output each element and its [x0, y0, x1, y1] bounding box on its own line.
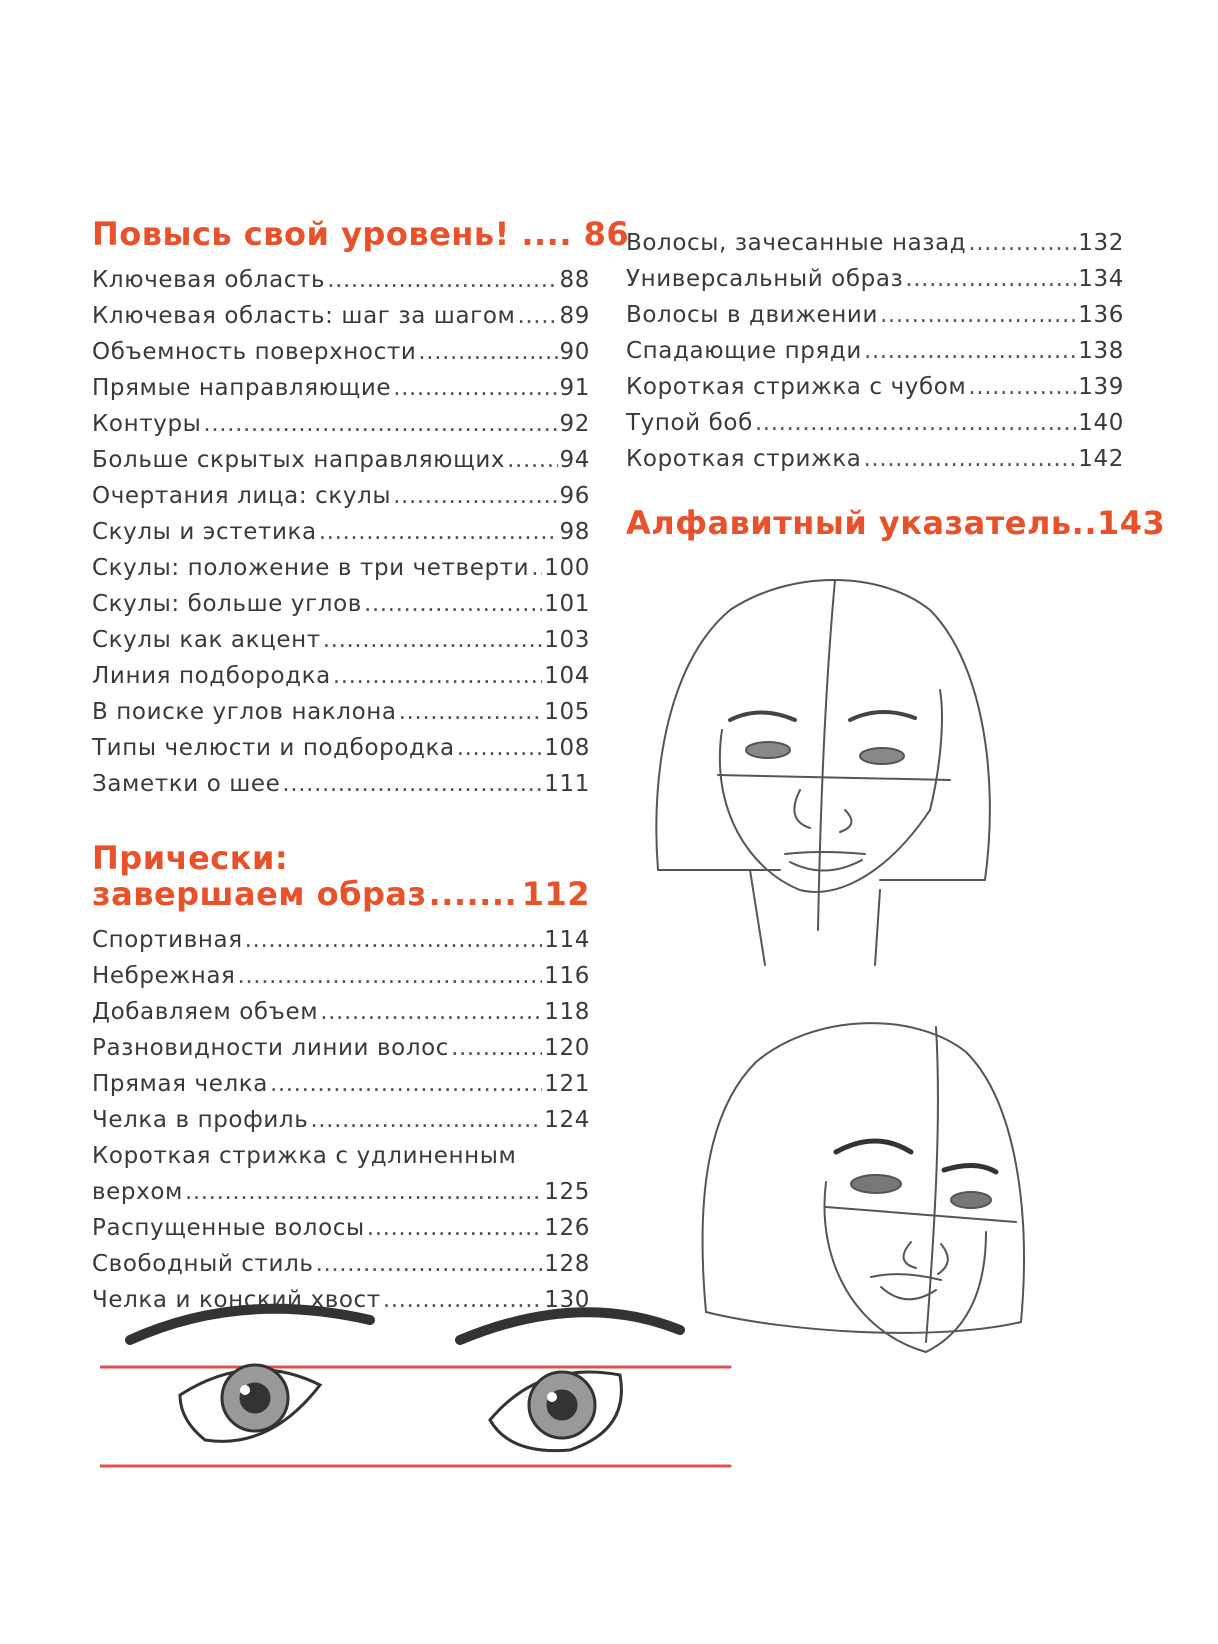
- toc-entry-page: 104: [544, 663, 590, 689]
- toc-list-section-2: [92, 922, 590, 1318]
- toc-entry-label: Типы челюсти и подбородка: [92, 735, 455, 761]
- section-title-line1: Прически:: [92, 839, 289, 877]
- hair-outline: [703, 1023, 1024, 1322]
- toc-entry-label: Тупой боб: [626, 410, 753, 436]
- toc-entry[interactable]: [626, 261, 1124, 297]
- toc-entry-page: 124: [544, 1107, 590, 1133]
- leader-dots: [399, 694, 543, 730]
- section-title-line2: завершаем образ: [92, 875, 427, 913]
- leader-dots: [755, 405, 1076, 441]
- toc-entry-page: 98: [559, 519, 590, 545]
- section-title: Алфавитный указатель: [626, 504, 1072, 542]
- leader-dots: [880, 297, 1076, 333]
- eye-left: [746, 742, 790, 758]
- toc-entry-label: Разновидности линии волос: [92, 1035, 450, 1061]
- toc-entry-label: Скулы и эстетика: [92, 519, 317, 545]
- toc-entry-label: Объемность поверхности: [92, 339, 417, 365]
- toc-right-column: [626, 225, 1166, 551]
- leader-dots: [429, 876, 520, 912]
- toc-entry-page: 136: [1078, 302, 1124, 328]
- toc-entry[interactable]: [92, 334, 590, 370]
- leader-dots: [451, 1030, 542, 1066]
- section-title: Повысь свой уровень!: [92, 215, 510, 253]
- face-front-sketch: [640, 570, 1020, 970]
- leader-dots: [531, 550, 542, 586]
- toc-entry-page: 140: [1078, 410, 1124, 436]
- toc-entry-label: Челка и конский хвост: [92, 1287, 381, 1313]
- leader-dots: [319, 514, 558, 550]
- toc-entry-page: 126: [544, 1215, 590, 1241]
- toc-entry-label: Небрежная: [92, 963, 236, 989]
- toc-entry-label: Волосы, зачесанные назад: [626, 230, 967, 256]
- toc-entry[interactable]: [92, 1246, 590, 1282]
- section-heading-hairstyles[interactable]: [92, 840, 590, 912]
- toc-entry-label: Прямые направляющие: [92, 375, 392, 401]
- section-page-number: 143: [1096, 504, 1166, 542]
- toc-entry[interactable]: [92, 550, 590, 586]
- toc-entry-label: Спортивная: [92, 927, 243, 953]
- eye-left: [180, 1365, 320, 1441]
- toc-entry-page: 100: [544, 555, 590, 581]
- toc-entry[interactable]: [92, 1102, 590, 1138]
- eyes-sketch: [100, 1280, 740, 1480]
- toc-entry[interactable]: [92, 730, 590, 766]
- toc-entry-page: 120: [544, 1035, 590, 1061]
- eye-right: [490, 1372, 621, 1451]
- toc-entry-label: Короткая стрижка с чубом: [626, 374, 967, 400]
- leader-dots: [333, 658, 542, 694]
- face-three-quarter-sketch: [686, 1012, 1056, 1372]
- brow-left: [836, 1141, 911, 1152]
- toc-entry-page: 92: [559, 411, 590, 437]
- toc-entry-label: Заметки о шее: [92, 771, 281, 797]
- neck-left: [750, 870, 765, 965]
- toc-entry[interactable]: [626, 297, 1124, 333]
- toc-entry[interactable]: [92, 442, 590, 478]
- toc-entry[interactable]: [626, 369, 1124, 405]
- toc-entry[interactable]: [92, 406, 590, 442]
- toc-entry[interactable]: [92, 586, 590, 622]
- brow-left: [130, 1309, 370, 1340]
- toc-entry-page: 111: [544, 771, 590, 797]
- toc-entry-label: Универсальный образ: [626, 266, 904, 292]
- toc-entry-page: 139: [1078, 374, 1124, 400]
- hair-bottom: [706, 1312, 1021, 1333]
- leader-dots: [237, 958, 542, 994]
- leader-dots: [270, 1066, 542, 1102]
- toc-entry-label: Короткая стрижка: [626, 446, 862, 472]
- toc-entry[interactable]: [92, 1030, 590, 1066]
- mouth: [785, 852, 865, 871]
- leader-dots: [393, 478, 557, 514]
- eye-right: [951, 1192, 991, 1208]
- toc-entry-page: 89: [559, 303, 590, 329]
- toc-entry-page: 116: [544, 963, 590, 989]
- leader-dots: [310, 1102, 542, 1138]
- toc-left-column: [92, 215, 630, 1318]
- toc-entry[interactable]: [92, 658, 590, 694]
- nose: [904, 1242, 948, 1274]
- toc-entry-label: Короткая стрижка с удлиненным: [92, 1143, 517, 1169]
- leader-dots: [367, 1210, 543, 1246]
- toc-entry[interactable]: [626, 405, 1124, 441]
- toc-entry[interactable]: [626, 225, 1124, 261]
- leader-dots: [364, 586, 542, 622]
- toc-entry-page: 142: [1078, 446, 1124, 472]
- section-page-number: 86: [583, 215, 630, 253]
- leader-dots: [282, 766, 542, 802]
- eye-left: [851, 1175, 901, 1193]
- leader-dots: [185, 1174, 542, 1210]
- toc-entry-page: 94: [559, 447, 590, 473]
- toc-entry[interactable]: [626, 333, 1124, 369]
- leader-dots: [323, 622, 543, 658]
- toc-entry[interactable]: [92, 622, 590, 658]
- toc-entry-page: 130: [544, 1287, 590, 1313]
- toc-entry-page: 134: [1078, 266, 1124, 292]
- toc-entry-page: 90: [559, 339, 590, 365]
- leader-dots: [968, 369, 1076, 405]
- toc-entry-page: 128: [544, 1251, 590, 1277]
- toc-entry[interactable]: [92, 694, 590, 730]
- section-page-number: 112: [521, 875, 590, 913]
- eye-guide: [826, 1207, 1016, 1222]
- toc-entry[interactable]: [92, 262, 590, 298]
- toc-entry[interactable]: [92, 766, 590, 802]
- toc-entry-label: Скулы: положение в три четверти: [92, 555, 530, 581]
- section-heading-index[interactable]: [626, 504, 1166, 542]
- toc-list-section-1: [92, 262, 590, 802]
- neck-right: [875, 890, 880, 965]
- toc-entry[interactable]: [92, 298, 590, 334]
- toc-entry[interactable]: [92, 994, 590, 1030]
- toc-entry-page: 105: [544, 699, 590, 725]
- toc-entry-page: 125: [544, 1179, 590, 1205]
- toc-entry[interactable]: [626, 441, 1124, 477]
- leader-dots: [905, 261, 1076, 297]
- toc-entry-label: Очертания лица: скулы: [92, 483, 392, 509]
- toc-entry-page: 138: [1078, 338, 1124, 364]
- toc-entry-page: 108: [544, 735, 590, 761]
- toc-entry-label: Больше скрытых направляющих: [92, 447, 506, 473]
- toc-entry-page: 103: [544, 627, 590, 653]
- leader-dots: [968, 225, 1076, 261]
- toc-entry-label: Свободный стиль: [92, 1251, 314, 1277]
- toc-entry-page: 88: [559, 267, 590, 293]
- eye-right: [860, 748, 904, 764]
- leader-dots: [327, 262, 557, 298]
- toc-entry-label: Спадающие пряди: [626, 338, 862, 364]
- toc-entry-label: Скулы как акцент: [92, 627, 321, 653]
- toc-entry[interactable]: [92, 370, 590, 406]
- leader-dots: [517, 298, 557, 334]
- center-guide: [818, 580, 835, 930]
- leader-dots: [320, 994, 542, 1030]
- toc-entry-label: Добавляем объем: [92, 999, 319, 1025]
- brow-left: [730, 713, 795, 721]
- toc-entry[interactable]: [92, 958, 590, 994]
- section-title-dots: ....: [509, 215, 584, 253]
- toc-entry-label: Волосы в движении: [626, 302, 879, 328]
- toc-entry[interactable]: [92, 922, 590, 958]
- leader-dots: [864, 441, 1077, 477]
- leader-dots: [245, 922, 543, 958]
- toc-entry-label: Распущенные волосы: [92, 1215, 365, 1241]
- toc-entry[interactable]: [92, 514, 590, 550]
- toc-entry-label: Прямая челка: [92, 1071, 268, 1097]
- toc-entry-label: Ключевая область: шаг за шагом: [92, 303, 516, 329]
- toc-entry-page: 132: [1078, 230, 1124, 256]
- toc-entry-page: 114: [544, 927, 590, 953]
- leader-dots: [418, 334, 557, 370]
- brow-right: [460, 1312, 680, 1340]
- leader-dots: [316, 1246, 543, 1282]
- section-title-dots: ..: [1071, 504, 1097, 542]
- toc-list-section-2-continued: [626, 225, 1124, 477]
- toc-entry-label: Ключевая область: [92, 267, 326, 293]
- toc-entry[interactable]: [92, 1066, 590, 1102]
- toc-entry-page: 96: [559, 483, 590, 509]
- hair-outline: [656, 580, 990, 880]
- jaw-right: [930, 690, 942, 810]
- leader-dots: [457, 730, 543, 766]
- toc-entry-label: Контуры: [92, 411, 202, 437]
- toc-entry[interactable]: [92, 478, 590, 514]
- leader-dots: [393, 370, 557, 406]
- toc-entry-page: 121: [544, 1071, 590, 1097]
- nose: [794, 790, 851, 832]
- toc-entry-label-continued: верхом: [92, 1179, 183, 1205]
- toc-entry[interactable]: [92, 1138, 590, 1210]
- toc-entry-label: Линия подбородка: [92, 663, 331, 689]
- toc-entry-label: Челка в профиль: [92, 1107, 309, 1133]
- section-heading-level-up[interactable]: [92, 215, 630, 253]
- leader-dots: [507, 442, 557, 478]
- toc-entry[interactable]: [92, 1210, 590, 1246]
- toc-entry-label: В поиске углов наклона: [92, 699, 397, 725]
- leader-dots: [864, 333, 1076, 369]
- brow-right: [850, 712, 915, 720]
- leader-dots: [203, 406, 557, 442]
- toc-entry-label: Скулы: больше углов: [92, 591, 362, 617]
- brow-right: [944, 1165, 996, 1172]
- toc-entry-page: 101: [544, 591, 590, 617]
- toc-entry-page: 118: [544, 999, 590, 1025]
- eye-guide: [718, 775, 950, 780]
- toc-entry-page: 91: [559, 375, 590, 401]
